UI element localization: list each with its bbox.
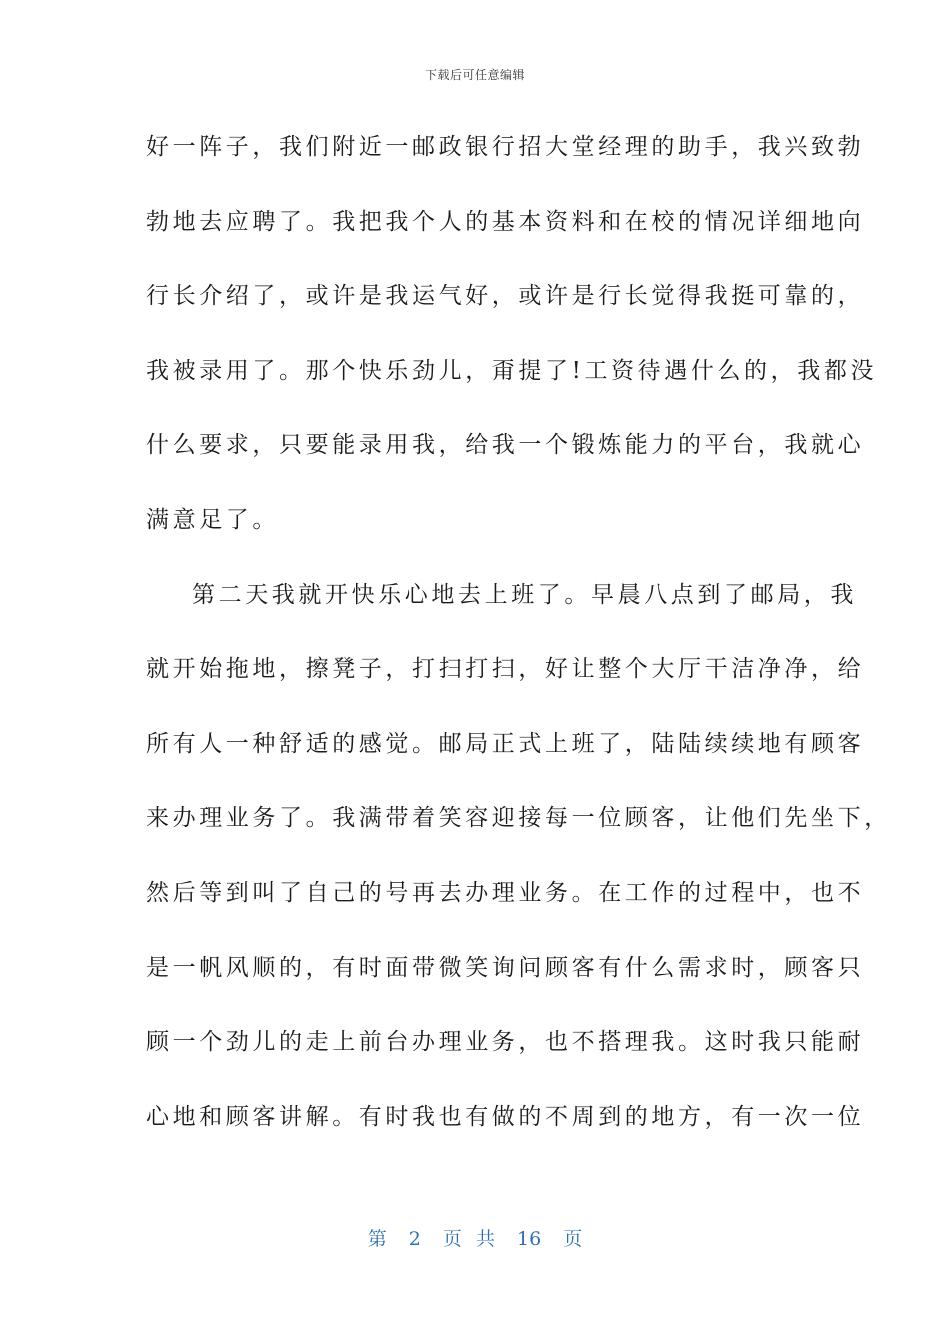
page-prefix: 第: [367, 1228, 387, 1250]
text-line: 就开始拖地，擦凳子，打扫打扫，好让整个大厅干洁净净，给: [146, 656, 865, 683]
paragraph-1: [146, 124, 878, 572]
text-line: 什么要求，只要能录用我，给我一个锻炼能力的平台，我就心: [146, 432, 865, 459]
page-middle: 页 共: [442, 1228, 495, 1250]
document-body: [146, 124, 891, 1168]
page-total: 16: [517, 1228, 542, 1250]
page-number-footer: [0, 1224, 950, 1251]
text-line: 所有人一种舒适的感觉。邮局正式上班了，陆陆续续地有顾客: [146, 730, 865, 757]
text-line: 来办理业务了。我满带着笑容迎接每一位顾客，让他们先坐下，: [146, 805, 891, 832]
page-current: 2: [408, 1228, 421, 1250]
page-header-note: 下载后可任意编辑: [424, 68, 525, 82]
text-line: 勃地去应聘了。我把我个人的基本资料和在校的情况详细地向: [146, 208, 865, 235]
page-suffix: 页: [563, 1228, 583, 1250]
text-line: 顾一个劲儿的走上前台办理业务，也不搭理我。这时我只能耐: [146, 1029, 865, 1056]
text-line: 行长介绍了，或许是我运气好，或许是行长觉得我挺可靠的，: [146, 283, 865, 310]
text-line: 我被录用了。那个快乐劲儿，甭提了!工资待遇什么的，我都没: [146, 357, 878, 384]
text-line: 是一帆风顺的，有时面带微笑询问顾客有什么需求时，顾客只: [146, 954, 865, 981]
paragraph-2: [146, 572, 891, 1169]
text-line: 然后等到叫了自己的号再去办理业务。在工作的过程中，也不: [146, 879, 865, 906]
text-line: 第二天我就开快乐心地去上班了。早晨八点到了邮局，我: [192, 581, 857, 608]
text-line: 满意足了。: [146, 506, 279, 533]
text-line: 心地和顾客讲解。有时我也有做的不周到的地方，有一次一位: [146, 1103, 865, 1130]
text-line: 好一阵子，我们附近一邮政银行招大堂经理的助手，我兴致勃: [146, 134, 865, 160]
